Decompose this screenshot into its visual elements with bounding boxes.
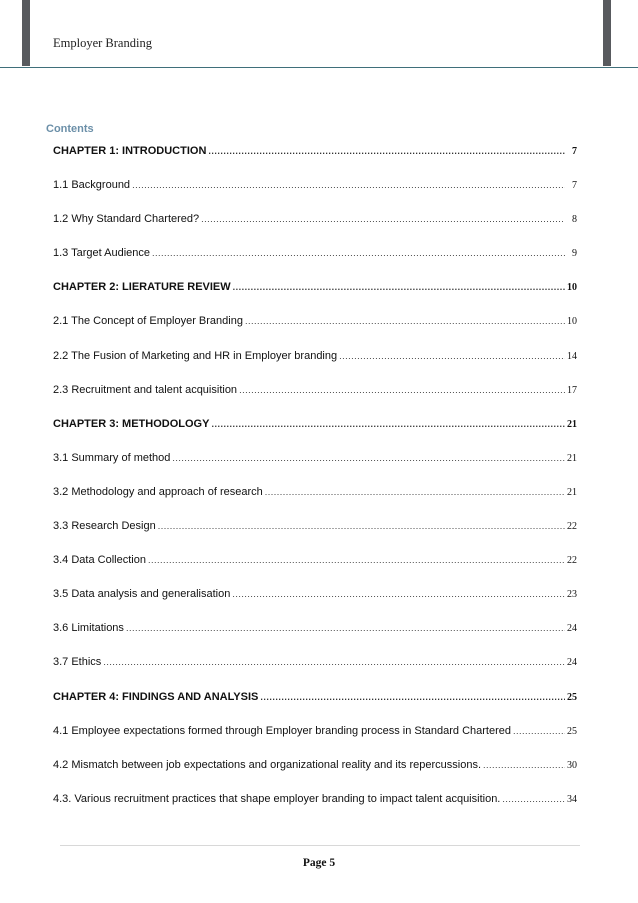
toc-dot-leader [152, 243, 565, 263]
toc-entry-title: 3.4 Data Collection [53, 554, 146, 567]
toc-dot-leader [103, 652, 565, 672]
toc-entry[interactable] [53, 277, 577, 311]
toc-entry-title: 4.1 Employee expectations formed through Employer branding process in Standard Chartered [53, 724, 511, 737]
toc-entry-title: 3.3 Research Design [53, 520, 156, 533]
toc-entry-title: 3.5 Data analysis and generalisation [53, 588, 231, 601]
toc-entry[interactable] [53, 550, 577, 584]
toc-entry[interactable] [53, 209, 577, 243]
toc-entry[interactable] [53, 721, 577, 755]
toc-dot-leader [232, 584, 565, 604]
toc-entry-title: 2.2 The Fusion of Marketing and HR in Employer branding [53, 349, 338, 362]
toc-entry-page: 7 [572, 180, 577, 192]
toc-entry[interactable] [53, 755, 577, 789]
toc-dot-leader [148, 550, 565, 570]
toc-entry-title: 3.7 Ethics [53, 656, 102, 669]
toc-entry[interactable] [53, 687, 577, 721]
toc-entry-title: 2.1 The Concept of Employer Branding [53, 315, 243, 328]
toc-dot-leader [201, 209, 565, 229]
toc-dot-leader [126, 618, 565, 638]
toc-dot-leader [172, 448, 565, 468]
toc-entry[interactable] [53, 311, 577, 345]
toc-entry-title: 3.2 Methodology and approach of research [53, 485, 263, 498]
toc-entry-page: 10 [567, 282, 577, 294]
toc-dot-leader [260, 687, 565, 707]
toc-entry-page: 24 [567, 657, 577, 669]
toc-entry-title: CHAPTER 2: LIERATURE REVIEW [53, 281, 231, 294]
toc-entry[interactable] [53, 175, 577, 209]
toc-entry[interactable] [53, 414, 577, 448]
toc-entry-title: 3.1 Summary of method [53, 451, 171, 464]
toc-entry-page: 14 [567, 350, 577, 362]
toc-dot-leader [158, 516, 565, 536]
toc-entry-page: 24 [567, 623, 577, 635]
toc-entry[interactable] [53, 789, 577, 823]
header-right-bar [603, 0, 611, 66]
toc-entry-title: CHAPTER 3: METHODOLOGY [53, 417, 210, 430]
toc-dot-leader [339, 346, 565, 366]
toc-entry[interactable] [53, 448, 577, 482]
toc-entry-page: 30 [567, 759, 577, 771]
contents-heading: Contents [46, 123, 94, 135]
toc-entry-title: 3.6 Limitations [53, 622, 124, 635]
toc-dot-leader [502, 789, 565, 809]
toc-entry-page: 21 [567, 452, 577, 464]
toc-entry-title: CHAPTER 1: INTRODUCTION [53, 145, 207, 157]
footer-rule [60, 845, 580, 846]
table-of-contents [53, 141, 577, 823]
toc-entry-title: 4.2 Mismatch between job expectations and organizational reality and its repercussions. [53, 758, 482, 771]
toc-entry-page: 22 [567, 521, 577, 533]
toc-entry-page: 23 [567, 589, 577, 601]
toc-entry[interactable] [53, 652, 577, 686]
toc-entry-title: 1.1 Background [53, 179, 131, 192]
toc-entry[interactable] [53, 380, 577, 414]
toc-dot-leader [245, 311, 565, 331]
toc-entry[interactable] [53, 584, 577, 618]
toc-entry-page: 21 [567, 486, 577, 498]
toc-entry-page: 21 [567, 418, 577, 430]
toc-dot-leader [233, 277, 565, 297]
toc-entry-page: 10 [567, 316, 577, 328]
toc-entry-page: 7 [572, 146, 577, 157]
toc-entry[interactable] [53, 618, 577, 652]
toc-entry[interactable] [53, 243, 577, 277]
toc-entry-page: 9 [572, 248, 577, 260]
header-rule [0, 67, 638, 68]
toc-entry-page: 22 [567, 555, 577, 567]
toc-entry-title: 4.3. Various recruitment practices that shape employer branding to impact talent acquisition. [53, 792, 501, 805]
toc-entry-page: 8 [572, 214, 577, 226]
toc-entry-page: 25 [567, 725, 577, 737]
toc-dot-leader [513, 721, 565, 741]
toc-entry[interactable] [53, 516, 577, 550]
page-number: Page 5 [302, 857, 336, 869]
toc-dot-leader [483, 755, 565, 775]
toc-entry-page: 25 [567, 691, 577, 703]
toc-entry-page: 34 [567, 793, 577, 805]
toc-dot-leader [265, 482, 565, 502]
toc-entry[interactable] [53, 346, 577, 380]
toc-entry[interactable] [53, 482, 577, 516]
toc-entry-title: 1.3 Target Audience [53, 247, 151, 260]
running-header-title: Employer Branding [53, 36, 152, 50]
header-left-bar [22, 0, 30, 66]
toc-dot-leader [208, 141, 565, 161]
toc-entry-title: 2.3 Recruitment and talent acquisition [53, 383, 238, 396]
toc-entry-page: 17 [567, 384, 577, 396]
toc-dot-leader [211, 414, 565, 434]
toc-dot-leader [132, 175, 565, 195]
toc-dot-leader [239, 380, 565, 400]
toc-entry-title: 1.2 Why Standard Chartered? [53, 213, 200, 226]
toc-entry[interactable] [53, 141, 577, 175]
toc-entry-title: CHAPTER 4: FINDINGS AND ANALYSIS [53, 690, 259, 703]
